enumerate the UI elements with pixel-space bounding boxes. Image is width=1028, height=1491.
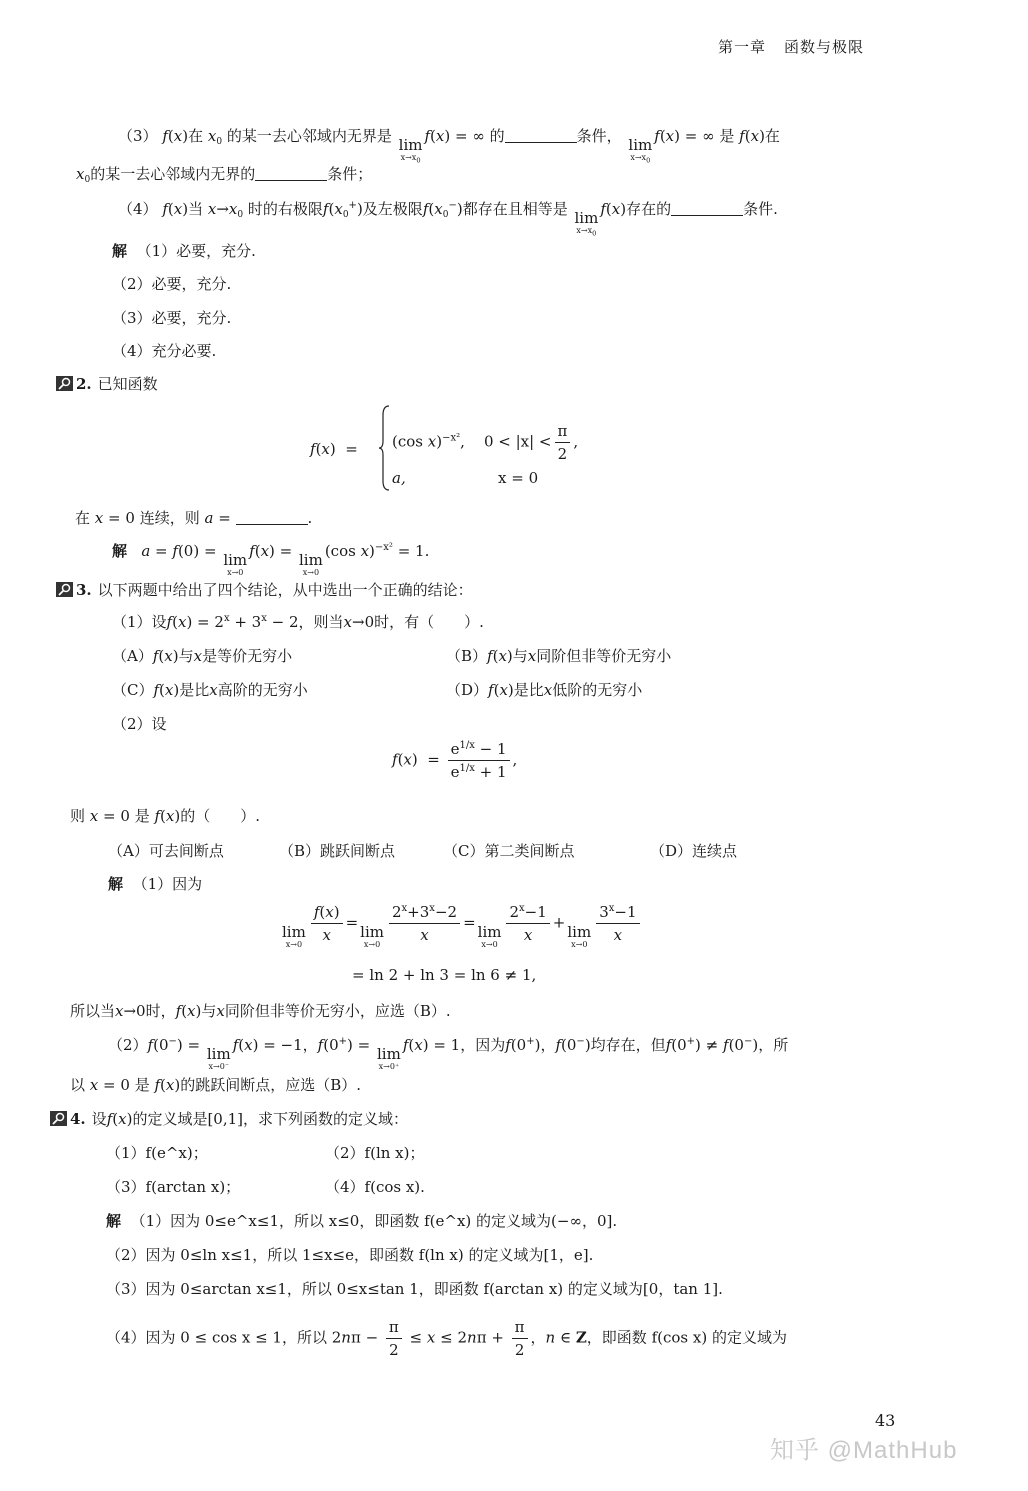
- watermark: 知乎 @MathHub: [770, 1437, 958, 1464]
- q3-part2-option-c: （C）第二类间断点: [443, 842, 575, 860]
- answer-blank: [236, 524, 308, 525]
- q2-heading: 2. 已知函数: [56, 373, 158, 394]
- q4-solution-1: 解 （1）因为 0≤e^x≤1，所以 x≤0，即函数 f(e^x) 的定义域为(−∞，0].: [106, 1212, 618, 1230]
- q3-option-b: （B）f(x)与x同阶但非等价无穷小: [446, 647, 672, 665]
- running-header: [718, 36, 864, 57]
- q3-part2-option-b: （B）跳跃间断点: [279, 842, 396, 860]
- q1-answer-2: （2）必要，充分.: [112, 275, 232, 293]
- q3-option-d: （D）f(x)是比x低阶的无穷小: [446, 681, 643, 699]
- q4-item-3: （3）f(arctan x)；: [106, 1178, 241, 1196]
- q3-limit-result: = ln 2 + ln 3 = ln 6 ≠ 1,: [352, 966, 537, 984]
- q3-part2-option-a: （A）可去间断点: [108, 842, 224, 860]
- q3-heading: 3. 以下两题中给出了四个结论，从中选出一个正确的结论：: [56, 579, 473, 600]
- q4-item-4: （4）f(cos x).: [325, 1178, 425, 1196]
- magnifier-icon: [56, 582, 73, 597]
- q3-option-c: （C）f(x)是比x高阶的无穷小: [112, 681, 308, 699]
- q3-part2: （2）设: [112, 715, 167, 733]
- q1-answer-3: （3）必要，充分.: [112, 309, 232, 327]
- q1-part3-line1: （3） f(x)在 $x_0$ 的某一去心邻域内无界是 lim $x\to x_0$ f(x) = ∞ 的 条件， lim $x\to x_0$ f(x) = ∞ 是 f(x)在: [118, 127, 780, 165]
- q1-answer-4: （4）充分必要.: [112, 342, 217, 360]
- q4-item-2: （2）f(ln x)；: [325, 1144, 425, 1162]
- q4-solution-4: （4）因为 0 ≤ cos x ≤ 1，所以 2nπ − $\frac{\pi}{2}$ ≤ x ≤ 2nπ + $\frac{\pi}{2}$ ，n ∈ Z，即函数 f(cos x) 的定义域为: [106, 1318, 787, 1359]
- page-number: 43: [875, 1411, 896, 1430]
- q4-solution-3: （3）因为 0≤arctan x≤1，所以 0≤x≤tan 1，即函数 f(arctan x) 的定义域为[0，tan 1].: [106, 1280, 723, 1298]
- q3-part1: （1）设$f(x) = 2^x + 3^x - 2$，则当x→0时，有（ ）.: [112, 613, 484, 631]
- answer-blank: [505, 142, 577, 143]
- q3-conclusion-2: 以 x = 0 是 f(x)的跳跃间断点，应选（B）.: [70, 1076, 362, 1094]
- q3-option-a: （A）f(x)与x是等价无穷小: [112, 647, 293, 665]
- magnifier-icon: [50, 1111, 67, 1126]
- chapter-label: 第一章: [718, 38, 767, 56]
- q3-limit-equation: lim x→0 $\frac{f(x)}{x}$ = lim x→0 $\frac{2^x+3^x-2}{x}$ = lim x→0 $\frac{2^x-1}{x}$ + lim x→0 $\frac{3^x-1}{x}$: [280, 903, 643, 949]
- q2-case-2: a,: [392, 469, 406, 487]
- q2-function-lhs: f(x) =: [310, 440, 358, 458]
- q2-question-tail: 在 x = 0 连续，则 a = .: [75, 509, 313, 527]
- q3-solution-start: 解 （1）因为: [108, 875, 203, 893]
- q4-solution-2: （2）因为 0≤ln x≤1，所以 1≤x≤e，即函数 f(ln x) 的定义域为[1，e].: [106, 1246, 594, 1264]
- q3-part2-question: 则 x = 0 是 f(x)的（ ）.: [70, 807, 261, 825]
- q1-part3-line2: $x_0$的某一去心邻域内无界的 条件；: [76, 165, 373, 185]
- q2-solution: 解 a = f(0) = lim x→0 f(x) = lim x→0 (cos x)$^{-x^2}$ = 1.: [112, 542, 430, 577]
- q4-heading: 4. 设 f ( x ) 的定义域是[0,1]，求下列函数的定义域：: [50, 1108, 408, 1129]
- q2-case-1: (cos x)$^{-x^2}$, 0 < |x| < $\frac{\pi}{2}$ ,: [392, 422, 579, 463]
- chapter-title: 函数与极限: [784, 38, 865, 56]
- q3-conclusion-1: 所以当x→0时，f(x)与x同阶但非等价无穷小，应选（B）.: [70, 1002, 451, 1020]
- q4-item-1: （1）f(e^x)；: [106, 1144, 208, 1162]
- answer-blank: [671, 215, 743, 216]
- q3-function-def: f(x) = $\frac{e^{1/x} - 1}{e^{1/x} + 1}$ ,: [392, 740, 518, 781]
- answer-blank: [255, 180, 327, 181]
- q1-part4: （4） f(x)当 $x\to x_0$ 时的右极限$f(x_0^+)$及左极限$f(x_0^-)$都存在且相等是 lim $x\to x_0$ f(x)存在的 条件.: [118, 200, 778, 238]
- q1-answer-1: 解 （1）必要，充分.: [112, 242, 256, 260]
- q3-part2-option-d: （D）连续点: [650, 842, 738, 860]
- q2-case-2-cond: x = 0: [498, 469, 539, 487]
- magnifier-icon: [56, 376, 73, 391]
- q3-solution-2: （2）f(0−) = lim x→0⁻ f(x) = −1，f(0+) = lim x→0⁺ f(x) = 1，因为f(0+)，f(0−)均存在，但f(0+) ≠ f(0−)，所: [108, 1036, 789, 1071]
- piecewise-brace: [378, 405, 390, 491]
